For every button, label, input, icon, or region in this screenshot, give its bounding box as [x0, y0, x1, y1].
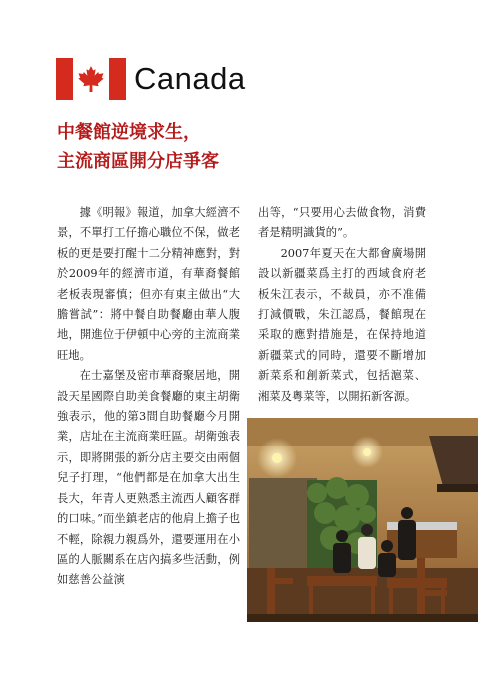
country-title: Canada — [134, 61, 246, 96]
article-right-column — [258, 203, 426, 407]
canada-flag-icon — [56, 58, 126, 100]
restaurant-interior-photo — [247, 418, 478, 622]
headline — [57, 118, 417, 176]
article-paragraph: 2007年夏天在大都會廣場開設以新疆菜爲主打的西域食府老板朱江表示，不裁員，亦不准備打減價戰，朱江認爲，餐館現在采取的應對措施是，在保持地道新疆菜式的同時，還要不斷增加新菜系和創新菜式，包括滬菜、湘菜及粵菜等，以開拓新客源。 — [258, 246, 426, 403]
article-paragraph: 據《明報》報道，加拿大經濟不景，不單打工仔擔心職位不保，做老板的更是要打醒十二分精神應對，對於2009年的經濟市道，有華裔餐館老板表現審慎；但亦有東主做出“大膽嘗試”：將中餐自助餐廳由華人腹地，開進位于伊頓中心旁的主流商業旺地。 — [57, 206, 240, 362]
article-paragraph-continuation: 出等，“只要用心去做食物，消費者是精明識貨的”。 — [258, 206, 426, 240]
headline-line-2: 主流商區開分店爭客 — [57, 151, 219, 172]
article-left-column — [57, 203, 240, 591]
article-paragraph: 在士嘉堡及密市華裔聚居地，開設天星國際自助美食餐廳的東主胡衛強表示，他的第3間自助餐廳今月開業，店址在主流商業旺區。胡衛強表示，即將開張的新分店主要交由兩個兒子打理，“他們都是在加拿大出生長大，年青人更熟悉主流西人顧客群的口味。”而坐鎮老店的他肩上擔子也不輕，除親力親爲外，還要運用在小區的人脈關系在店內搞多些活動，例如慈善公益演 — [57, 369, 240, 587]
maple-leaf-icon — [76, 64, 106, 94]
headline-line-1: 中餐館逆境求生， — [57, 122, 201, 143]
